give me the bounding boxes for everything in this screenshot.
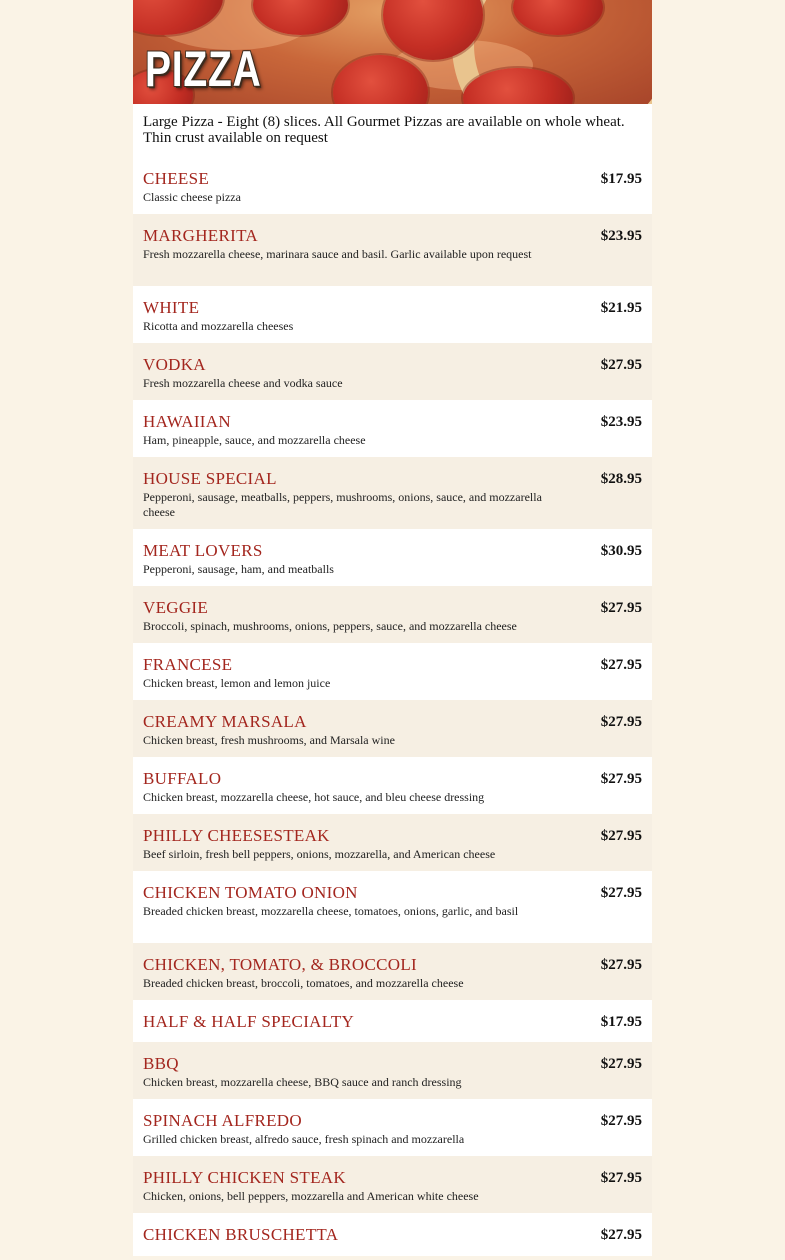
menu-item: [133, 1099, 652, 1156]
menu-item: [133, 643, 652, 700]
menu-item: [133, 814, 652, 871]
menu-intro-text: Large Pizza - Eight (8) slices. All Gourmet Pizzas are available on whole wheat. Thin crust available on request: [133, 104, 652, 157]
item-price: $23.95: [600, 414, 642, 430]
item-name: HAWAIIAN: [143, 412, 231, 431]
item-description: Pepperoni, sausage, meatballs, peppers, mushrooms, onions, sauce, and mozzarella cheese: [143, 490, 542, 519]
item-price: $27.95: [600, 1056, 642, 1072]
item-name: CHEESE: [143, 169, 210, 188]
menu-item: [133, 700, 652, 757]
item-price: $27.95: [600, 1227, 642, 1243]
item-description: Classic cheese pizza: [143, 190, 241, 204]
item-price: $27.95: [600, 600, 642, 616]
menu-item: [133, 457, 652, 529]
item-description: Fresh mozzarella cheese, marinara sauce and basil. Garlic available upon request: [143, 247, 532, 261]
menu-item: [133, 757, 652, 814]
menu-item: [133, 157, 652, 214]
menu-item: [133, 529, 652, 586]
item-name: HALF & HALF SPECIALTY: [143, 1012, 355, 1031]
item-price: $23.95: [600, 228, 642, 244]
menu-item: [133, 943, 652, 1000]
item-description: Chicken breast, fresh mushrooms, and Marsala wine: [143, 733, 395, 747]
item-name: VODKA: [143, 355, 206, 374]
menu-item: [133, 1213, 652, 1256]
item-price: $27.95: [600, 714, 642, 730]
item-description: Ricotta and mozzarella cheeses: [143, 319, 294, 333]
item-description: Fresh mozzarella cheese and vodka sauce: [143, 376, 343, 390]
item-description: Chicken breast, mozzarella cheese, hot sauce, and bleu cheese dressing: [143, 790, 485, 804]
item-name: CHICKEN, TOMATO, & BROCCOLI: [143, 955, 417, 974]
item-price: $27.95: [600, 828, 642, 844]
item-name: CHICKEN TOMATO ONION: [143, 883, 358, 902]
item-description: Pepperoni, sausage, ham, and meatballs: [143, 562, 334, 576]
item-description: Chicken breast, lemon and lemon juice: [143, 676, 331, 690]
menu-item: [133, 586, 652, 643]
item-price: $27.95: [600, 1113, 642, 1129]
item-description: Breaded chicken breast, broccoli, tomatoes, and mozzarella cheese: [143, 976, 464, 990]
item-description: Chicken, onions, bell peppers, mozzarella and American white cheese: [143, 1189, 479, 1203]
item-description: Beef sirloin, fresh bell peppers, onions, mozzarella, and American cheese: [143, 847, 496, 861]
item-price: $27.95: [600, 1170, 642, 1186]
item-name: VEGGIE: [143, 598, 209, 617]
item-description: Chicken breast, mozzarella cheese, BBQ sauce and ranch dressing: [143, 1075, 462, 1089]
menu-item: [133, 871, 652, 943]
pizza-menu: [133, 0, 652, 1256]
item-price: $21.95: [600, 300, 642, 316]
item-name: CREAMY MARSALA: [143, 712, 307, 731]
item-name: MARGHERITA: [143, 226, 258, 245]
item-description: Broccoli, spinach, mushrooms, onions, peppers, sauce, and mozzarella cheese: [143, 619, 517, 633]
item-price: $27.95: [600, 657, 642, 673]
item-name: BUFFALO: [143, 769, 222, 788]
item-price: $17.95: [600, 171, 642, 187]
menu-item: [133, 400, 652, 457]
item-description: Ham, pineapple, sauce, and mozzarella cheese: [143, 433, 366, 447]
item-name: CHICKEN BRUSCHETTA: [143, 1225, 339, 1244]
menu-item: [133, 1042, 652, 1099]
item-name: MEAT LOVERS: [143, 541, 263, 560]
item-name: SPINACH ALFREDO: [143, 1111, 302, 1130]
item-name: BBQ: [143, 1054, 179, 1073]
item-name: HOUSE SPECIAL: [143, 469, 277, 488]
item-name: FRANCESE: [143, 655, 233, 674]
item-price: $28.95: [600, 471, 642, 487]
pizza-banner-image: [133, 0, 652, 104]
item-price: $30.95: [600, 543, 642, 559]
item-description: Breaded chicken breast, mozzarella cheese, tomatoes, onions, garlic, and basil: [143, 904, 519, 918]
item-description: Grilled chicken breast, alfredo sauce, fresh spinach and mozzarella: [143, 1132, 465, 1146]
menu-item-list: [133, 157, 652, 1256]
menu-item: [133, 286, 652, 343]
menu-item: [133, 1156, 652, 1213]
item-name: PHILLY CHEESESTEAK: [143, 826, 330, 845]
item-name: WHITE: [143, 298, 200, 317]
menu-item: [133, 1000, 652, 1042]
item-price: $27.95: [600, 957, 642, 973]
item-price: $27.95: [600, 771, 642, 787]
menu-item: [133, 343, 652, 400]
item-price: $27.95: [600, 357, 642, 373]
banner-title: PIZZA: [145, 41, 262, 97]
item-price: $27.95: [600, 885, 642, 901]
menu-item: [133, 214, 652, 286]
item-price: $17.95: [600, 1014, 642, 1030]
item-name: PHILLY CHICKEN STEAK: [143, 1168, 346, 1187]
